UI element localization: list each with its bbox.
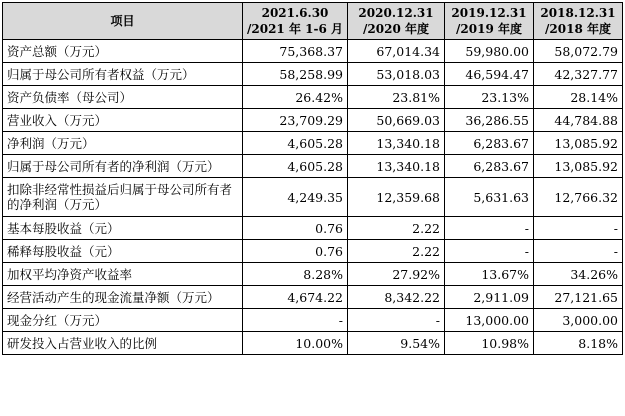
cell-value: 2.22 [348, 240, 445, 263]
header-period-2018: 2018.12.31 /2018 年度 [534, 3, 623, 40]
cell-value: 46,594.47 [445, 63, 534, 86]
table-row [3, 240, 623, 263]
cell-value: 67,014.34 [348, 40, 445, 63]
cell-value: 13.67% [445, 263, 534, 286]
cell-value: 59,980.00 [445, 40, 534, 63]
table-row [3, 109, 623, 132]
cell-value: 23.81% [348, 86, 445, 109]
cell-value: 5,631.63 [445, 178, 534, 217]
cell-value: - [243, 309, 348, 332]
table-row [3, 332, 623, 355]
cell-value: 8.28% [243, 263, 348, 286]
cell-value: 42,327.77 [534, 63, 623, 86]
cell-value: 8,342.22 [348, 286, 445, 309]
header-item: 项目 [3, 3, 243, 40]
header-period-2019: 2019.12.31 /2019 年度 [445, 3, 534, 40]
cell-value: 10.00% [243, 332, 348, 355]
cell-value: 2.22 [348, 217, 445, 240]
row-label: 现金分红（万元） [3, 309, 243, 332]
cell-value: 3,000.00 [534, 309, 623, 332]
cell-value: 34.26% [534, 263, 623, 286]
cell-value: 10.98% [445, 332, 534, 355]
row-label: 经营活动产生的现金流量净额（万元） [3, 286, 243, 309]
row-label: 基本每股收益（元） [3, 217, 243, 240]
cell-value: 26.42% [243, 86, 348, 109]
cell-value: 36,286.55 [445, 109, 534, 132]
table-row [3, 309, 623, 332]
cell-value: 58,258.99 [243, 63, 348, 86]
table-row [3, 40, 623, 63]
cell-value: - [445, 240, 534, 263]
row-label: 扣除非经常性损益后归属于母公司所有者的净利润（万元） [3, 178, 243, 217]
header-period-2020: 2020.12.31 /2020 年度 [348, 3, 445, 40]
cell-value: 4,605.28 [243, 132, 348, 155]
cell-value: 13,085.92 [534, 155, 623, 178]
cell-value: 13,340.18 [348, 132, 445, 155]
cell-value: 12,766.32 [534, 178, 623, 217]
row-label: 研发投入占营业收入的比例 [3, 332, 243, 355]
cell-value: 8.18% [534, 332, 623, 355]
cell-value: - [348, 309, 445, 332]
row-label: 净利润（万元） [3, 132, 243, 155]
cell-value: 0.76 [243, 240, 348, 263]
cell-value: 0.76 [243, 217, 348, 240]
cell-value: 44,784.88 [534, 109, 623, 132]
cell-value: 53,018.03 [348, 63, 445, 86]
cell-value: 4,674.22 [243, 286, 348, 309]
table-row [3, 86, 623, 109]
cell-value: 23,709.29 [243, 109, 348, 132]
cell-value: 4,249.35 [243, 178, 348, 217]
table-row [3, 178, 623, 217]
cell-value: 23.13% [445, 86, 534, 109]
cell-value: 27.92% [348, 263, 445, 286]
financial-indicators-table [2, 2, 623, 355]
table-row [3, 155, 623, 178]
row-label: 资产总额（万元） [3, 40, 243, 63]
header-row [3, 3, 623, 40]
cell-value: 4,605.28 [243, 155, 348, 178]
cell-value: 6,283.67 [445, 155, 534, 178]
row-label: 稀释每股收益（元） [3, 240, 243, 263]
cell-value: 12,359.68 [348, 178, 445, 217]
cell-value: 13,340.18 [348, 155, 445, 178]
cell-value: 28.14% [534, 86, 623, 109]
row-label: 归属于母公司所有者权益（万元） [3, 63, 243, 86]
cell-value: 75,368.37 [243, 40, 348, 63]
row-label: 资产负债率（母公司） [3, 86, 243, 109]
row-label: 加权平均净资产收益率 [3, 263, 243, 286]
cell-value: - [445, 217, 534, 240]
header-period-2021h1: 2021.6.30 /2021 年 1-6 月 [243, 3, 348, 40]
cell-value: 50,669.03 [348, 109, 445, 132]
cell-value: 58,072.79 [534, 40, 623, 63]
cell-value: 13,085.92 [534, 132, 623, 155]
cell-value: - [534, 240, 623, 263]
table-row [3, 286, 623, 309]
table-row [3, 217, 623, 240]
row-label: 归属于母公司所有者的净利润（万元） [3, 155, 243, 178]
cell-value: 2,911.09 [445, 286, 534, 309]
cell-value: - [534, 217, 623, 240]
cell-value: 6,283.67 [445, 132, 534, 155]
table-row [3, 63, 623, 86]
table-row [3, 263, 623, 286]
cell-value: 9.54% [348, 332, 445, 355]
cell-value: 27,121.65 [534, 286, 623, 309]
table-row [3, 132, 623, 155]
row-label: 营业收入（万元） [3, 109, 243, 132]
cell-value: 13,000.00 [445, 309, 534, 332]
